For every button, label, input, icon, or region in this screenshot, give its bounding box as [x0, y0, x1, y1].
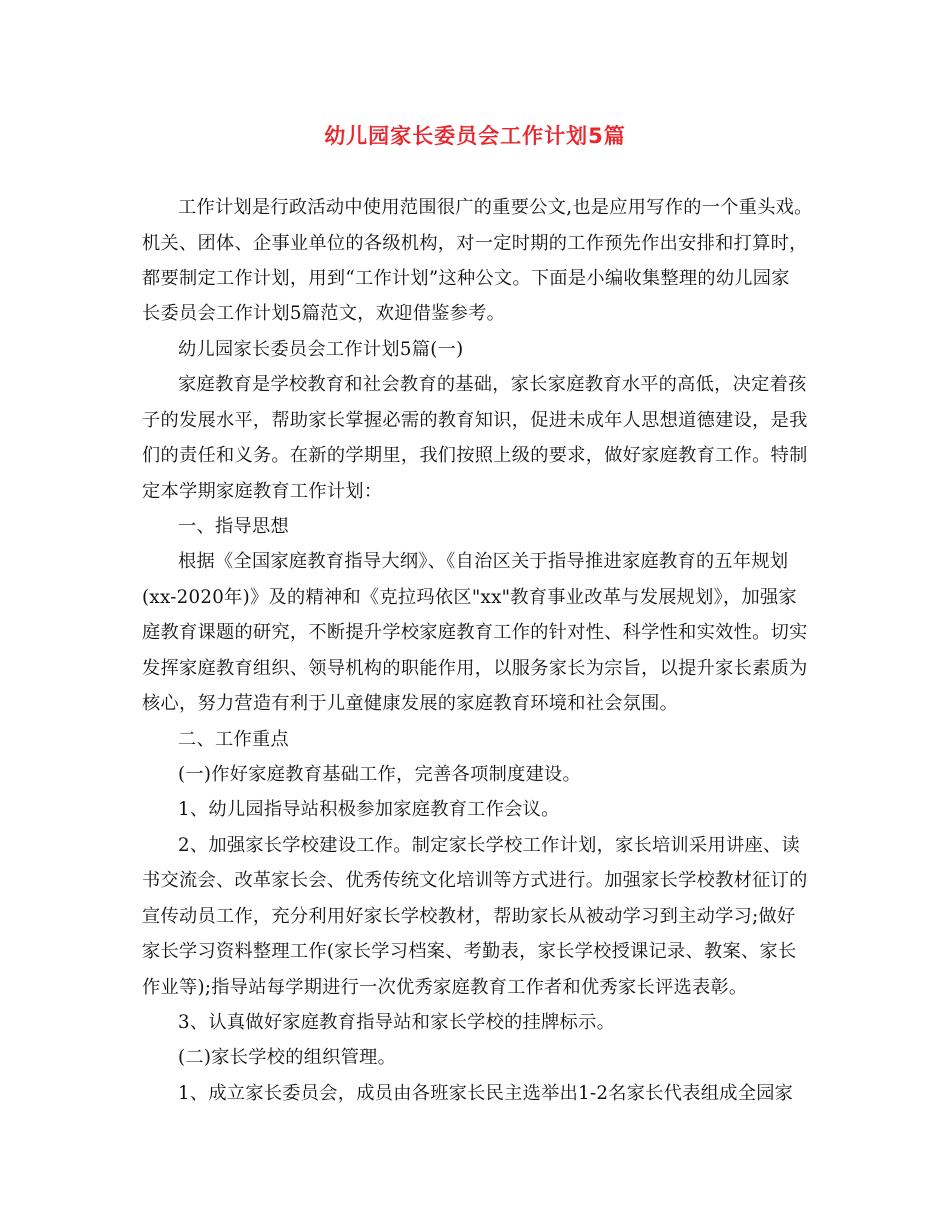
section-heading: 幼儿园家长委员会工作计划5篇(一) [178, 339, 464, 360]
list-item: 2、加强家长学校建设工作。制定家长学校工作计划，家长培训采用讲座、读 [178, 835, 800, 856]
body-line: 发挥家庭教育组织、领导机构的职能作用，以服务家长为宗旨，以提升家长素质为 [142, 658, 808, 679]
body-line: 长委员会工作计划5篇范文，欢迎借鉴参考。 [142, 303, 506, 324]
body-line: 定本学期家庭教育工作计划： [142, 481, 383, 502]
section-heading: 一、指导思想 [178, 516, 289, 537]
body-line: 工作计划是行政活动中使用范围很广的重要公文,也是应用写作的一个重头戏。 [178, 197, 813, 218]
body-line: 家长学习资料整理工作(家长学习档案、考勤表，家长学校授课记录、教案、家长 [142, 941, 797, 962]
body-line: 书交流会、改革家长会、优秀传统文化培训等方式进行。加强家长学校教材征订的 [142, 870, 808, 891]
list-item: 1、成立家长委员会，成员由各班家长民主选举出1-2名家长代表组成全园家 [178, 1083, 794, 1104]
body-line: 作业等);指导站每学期进行一次优秀家庭教育工作者和优秀家长评选表彰。 [142, 977, 748, 998]
section-heading: 二、工作重点 [178, 729, 289, 750]
document-title: 幼儿园家长委员会工作计划5篇 [324, 124, 626, 148]
body-line: 子的发展水平，帮助家长掌握必需的教育知识，促进未成年人思想道德建设，是我 [142, 410, 808, 431]
subsection-heading: (二)家长学校的组织管理。 [178, 1047, 397, 1068]
list-item: 1、幼儿园指导站积极参加家庭教育工作会议。 [178, 799, 560, 820]
body-line: 机关、团体、企事业单位的各级机构，对一定时期的工作预先作出安排和打算时， [142, 233, 808, 254]
body-line: 家庭教育是学校教育和社会教育的基础，家长家庭教育水平的高低，决定着孩 [178, 374, 807, 395]
subsection-heading: (一)作好家庭教育基础工作，完善各项制度建设。 [178, 764, 582, 785]
body-line: 根据《全国家庭教育指导大纲》、《自治区关于指导推进家庭教育的五年规划 [178, 551, 789, 572]
body-line: 们的责任和义务。在新的学期里，我们按照上级的要求，做好家庭教育工作。特制 [142, 445, 808, 466]
body-line: 庭教育课题的研究，不断提升学校家庭教育工作的针对性、科学性和实效性。切实 [142, 622, 808, 643]
body-line: 都要制定工作计划，用到“工作计划”这种公文。下面是小编收集整理的幼儿园家 [142, 268, 790, 289]
list-item: 3、认真做好家庭教育指导站和家长学校的挂牌标示。 [178, 1012, 616, 1033]
body-line: 宣传动员工作，充分利用好家长学校教材，帮助家长从被动学习到主动学习;做好 [142, 906, 796, 927]
body-line: (xx-2020年)》及的精神和《克拉玛依区"xx"教育事业改革与发展规划》，加强家 [142, 587, 797, 608]
body-line: 核心，努力营造有利于儿童健康发展的家庭教育环境和社会氛围。 [142, 693, 679, 714]
